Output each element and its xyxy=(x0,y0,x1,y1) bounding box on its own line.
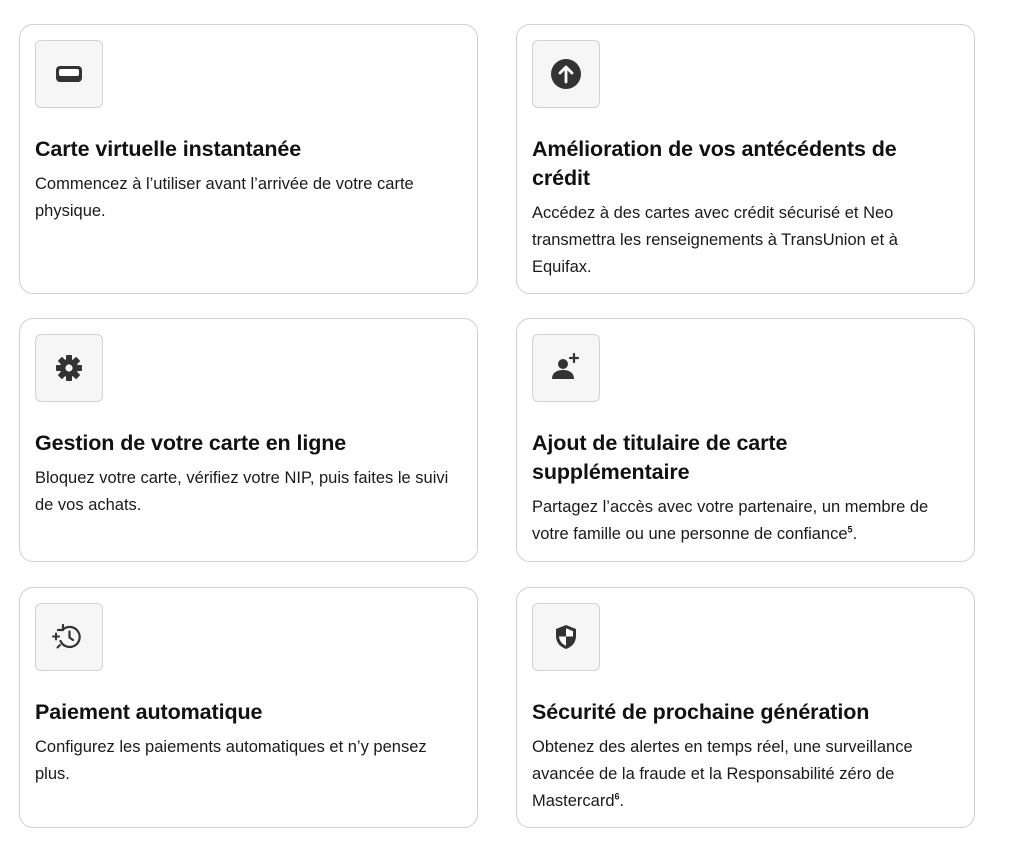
feature-text xyxy=(35,698,460,788)
feature-title: Sécurité de prochaine génération xyxy=(532,700,870,724)
arrow-up-circle-icon xyxy=(549,57,583,91)
feature-text xyxy=(35,429,460,519)
feature-description: Commencez à l’utiliser avant l’arrivée de votre carte physique. xyxy=(35,175,414,220)
card-icon xyxy=(53,58,85,90)
shield-icon-box xyxy=(532,603,600,671)
feature-description: Accédez à des cartes avec crédit sécurisé et Neo transmettra les renseignements à TransUnion et à Equifax. xyxy=(532,204,898,276)
gear-icon xyxy=(53,352,85,384)
feature-card-security xyxy=(516,587,975,828)
feature-description: Partagez l’accès avec votre partenaire, un membre de votre famille ou une personne de confiance$^5$. xyxy=(532,498,929,543)
feature-title: Gestion de votre carte en ligne xyxy=(35,431,347,455)
feature-text xyxy=(532,135,957,281)
feature-title: Carte virtuelle instantanée xyxy=(35,137,302,161)
gear-icon-box xyxy=(35,334,103,402)
footnote-marker: 6 xyxy=(614,791,620,802)
autopay-icon xyxy=(52,620,86,654)
feature-card-virtual-card xyxy=(19,24,478,294)
feature-card-online-management xyxy=(19,318,478,562)
feature-description: Obtenez des alertes en temps réel, une surveillance avancée de la fraude et la Responsabilité zéro de Mastercard$^6$. xyxy=(532,738,913,810)
arrow-up-icon-box xyxy=(532,40,600,108)
feature-text xyxy=(35,135,460,225)
card-icon-box xyxy=(35,40,103,108)
footnote-marker: 5 xyxy=(847,524,853,535)
feature-title: Paiement automatique xyxy=(35,700,263,724)
add-person-icon xyxy=(549,351,583,385)
feature-card-credit-history xyxy=(516,24,975,294)
feature-text xyxy=(532,698,957,815)
feature-text xyxy=(532,429,957,548)
feature-title: Ajout de titulaire de carte supplémentaire xyxy=(532,431,788,484)
add-person-icon-box xyxy=(532,334,600,402)
feature-description: Configurez les paiements automatiques et n’y pensez plus. xyxy=(35,738,427,783)
feature-title: Amélioration de vos antécédents de crédit xyxy=(532,137,897,190)
shield-icon xyxy=(550,621,582,653)
feature-description: Bloquez votre carte, vérifiez votre NIP, puis faites le suivi de vos achats. xyxy=(35,469,449,514)
autopay-icon-box xyxy=(35,603,103,671)
feature-card-additional-cardholder xyxy=(516,318,975,562)
feature-card-autopay xyxy=(19,587,478,828)
